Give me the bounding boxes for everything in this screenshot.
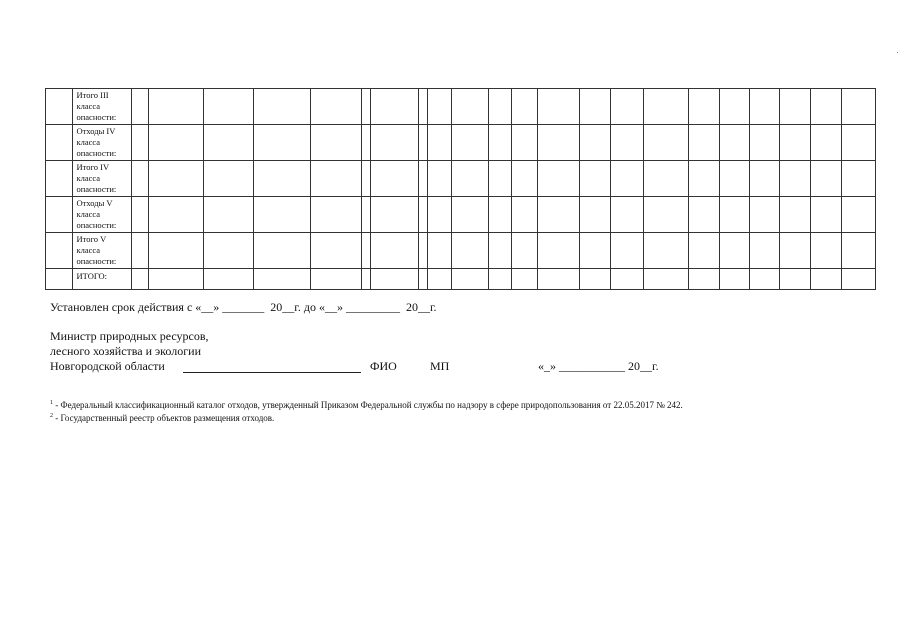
- table-cell: [579, 197, 610, 233]
- table-cell: [779, 269, 811, 290]
- table-cell: [370, 125, 419, 161]
- table-cell: [779, 197, 811, 233]
- fio-label: ФИО: [370, 359, 397, 373]
- table-cell: [46, 125, 73, 161]
- table-cell: [148, 89, 203, 125]
- table-cell: [419, 161, 427, 197]
- table-cell: [370, 269, 419, 290]
- table-cell: [537, 125, 579, 161]
- table-cell: [811, 125, 842, 161]
- table-cell: [488, 269, 511, 290]
- table-cell: [427, 161, 451, 197]
- table-cell: [720, 233, 750, 269]
- table-cell: [362, 197, 370, 233]
- table-cell: [362, 161, 370, 197]
- row-label: Отходы V класса опасности:: [73, 197, 131, 233]
- table-cell: [131, 161, 148, 197]
- table-cell: [750, 269, 780, 290]
- table-cell: [750, 161, 780, 197]
- table-cell: [362, 89, 370, 125]
- minister-title-line-2: лесного хозяйства и экологии: [50, 344, 202, 358]
- table-cell: [427, 125, 451, 161]
- table-cell: [451, 233, 488, 269]
- table-cell: [203, 197, 254, 233]
- scan-speck: [897, 52, 898, 53]
- table-cell: [688, 233, 720, 269]
- row-label: Итого V класса опасности:: [73, 233, 131, 269]
- table-cell: [842, 269, 876, 290]
- table-cell: [842, 125, 876, 161]
- table-cell: [688, 197, 720, 233]
- table-cell: [512, 161, 537, 197]
- table-cell: [131, 197, 148, 233]
- row-label: ИТОГО:: [73, 269, 131, 290]
- table-cell: [254, 269, 311, 290]
- row-label: Итого IV класса опасности:: [73, 161, 131, 197]
- table-cell: [46, 89, 73, 125]
- table-cell: [488, 197, 511, 233]
- table-cell: [203, 233, 254, 269]
- table-cell: [688, 269, 720, 290]
- table-cell: [370, 161, 419, 197]
- table-cell: [579, 233, 610, 269]
- table-cell: [203, 89, 254, 125]
- table-cell: [362, 269, 370, 290]
- table-cell: [720, 161, 750, 197]
- table-cell: [811, 233, 842, 269]
- table-cell: [46, 161, 73, 197]
- table-row: [46, 89, 876, 125]
- table-cell: [842, 161, 876, 197]
- table-cell: [419, 269, 427, 290]
- table-cell: [512, 233, 537, 269]
- table-cell: [311, 233, 362, 269]
- table-cell: [610, 125, 644, 161]
- table-cell: [811, 89, 842, 125]
- table-cell: [254, 161, 311, 197]
- table-cell: [720, 125, 750, 161]
- table-cell: [811, 269, 842, 290]
- footnote-1-text: - Федеральный классификационный каталог отходов, утвержденный Приказом Федеральной службы по надзору в сфере природопользования от 22.05.2017 № 242.: [53, 400, 683, 410]
- table-cell: [419, 233, 427, 269]
- table-row: [46, 161, 876, 197]
- table-cell: [419, 89, 427, 125]
- signature-line: [183, 372, 361, 373]
- table-row: [46, 233, 876, 269]
- table-cell: [720, 269, 750, 290]
- table-cell: [779, 89, 811, 125]
- table-cell: [537, 161, 579, 197]
- table-cell: [46, 269, 73, 290]
- table-cell: [311, 125, 362, 161]
- table-cell: [370, 233, 419, 269]
- table-cell: [311, 161, 362, 197]
- table-cell: [427, 269, 451, 290]
- table-cell: [537, 197, 579, 233]
- table-cell: [451, 89, 488, 125]
- table-cell: [720, 89, 750, 125]
- table-cell: [644, 269, 688, 290]
- table-cell: [311, 269, 362, 290]
- table-row: [46, 269, 876, 290]
- table-cell: [451, 161, 488, 197]
- table-cell: [610, 89, 644, 125]
- table-cell: [579, 89, 610, 125]
- table-cell: [148, 125, 203, 161]
- table-cell: [46, 197, 73, 233]
- table-cell: [427, 233, 451, 269]
- table-cell: [148, 233, 203, 269]
- table-cell: [750, 233, 780, 269]
- table-cell: [579, 269, 610, 290]
- table-cell: [131, 125, 148, 161]
- table-cell: [419, 197, 427, 233]
- table-row: [46, 125, 876, 161]
- table-cell: [254, 89, 311, 125]
- table-cell: [488, 161, 511, 197]
- table-cell: [362, 233, 370, 269]
- waste-table: [45, 88, 876, 290]
- minister-title-line-3: Новгородской области: [50, 359, 165, 373]
- table-cell: [427, 197, 451, 233]
- table-cell: [203, 161, 254, 197]
- table-cell: [750, 197, 780, 233]
- stamp-label: МП: [430, 359, 450, 373]
- table-cell: [610, 233, 644, 269]
- footnote-2-text: - Государственный реестр объектов размещения отходов.: [53, 413, 275, 423]
- table-cell: [131, 89, 148, 125]
- table-cell: [46, 233, 73, 269]
- table-cell: [579, 161, 610, 197]
- table-cell: [779, 233, 811, 269]
- table-cell: [311, 89, 362, 125]
- table-cell: [512, 89, 537, 125]
- table-cell: [537, 89, 579, 125]
- table-cell: [688, 125, 720, 161]
- table-cell: [512, 269, 537, 290]
- table-cell: [688, 161, 720, 197]
- table-cell: [131, 269, 148, 290]
- table-cell: [203, 269, 254, 290]
- table-cell: [644, 161, 688, 197]
- table-cell: [512, 197, 537, 233]
- table-cell: [644, 233, 688, 269]
- table-cell: [610, 197, 644, 233]
- minister-title-line-1: Министр природных ресурсов,: [50, 329, 209, 343]
- table-cell: [644, 89, 688, 125]
- table-cell: [254, 197, 311, 233]
- footnote-1: [50, 400, 683, 410]
- table-cell: [842, 89, 876, 125]
- table-cell: [254, 125, 311, 161]
- table-cell: [203, 125, 254, 161]
- table-cell: [148, 269, 203, 290]
- table-cell: [311, 197, 362, 233]
- row-label: Отходы IV класса опасности:: [73, 125, 131, 161]
- table-cell: [644, 125, 688, 161]
- table-cell: [610, 269, 644, 290]
- table-cell: [362, 125, 370, 161]
- footnote-1-marker: 1: [50, 400, 53, 406]
- table-cell: [419, 125, 427, 161]
- table-cell: [750, 89, 780, 125]
- table-cell: [451, 197, 488, 233]
- table-cell: [148, 161, 203, 197]
- table-cell: [254, 233, 311, 269]
- table-cell: [579, 125, 610, 161]
- signature-date: «_» ___________ 20__г.: [538, 359, 659, 373]
- table-cell: [512, 125, 537, 161]
- table-cell: [537, 233, 579, 269]
- table-cell: [610, 161, 644, 197]
- table-cell: [427, 89, 451, 125]
- row-label: Итого III класса опасности:: [73, 89, 131, 125]
- table-cell: [488, 125, 511, 161]
- table-cell: [537, 269, 579, 290]
- table-cell: [370, 89, 419, 125]
- table-cell: [451, 125, 488, 161]
- table-cell: [779, 125, 811, 161]
- footnote-2-marker: 2: [50, 413, 53, 419]
- table-cell: [451, 269, 488, 290]
- table-cell: [488, 233, 511, 269]
- table-cell: [779, 161, 811, 197]
- table-cell: [370, 197, 419, 233]
- table-cell: [842, 233, 876, 269]
- table-row: [46, 197, 876, 233]
- footnote-2: [50, 413, 274, 423]
- table-cell: [750, 125, 780, 161]
- table-cell: [148, 197, 203, 233]
- table-cell: [644, 197, 688, 233]
- table-cell: [811, 161, 842, 197]
- table-cell: [842, 197, 876, 233]
- table-cell: [131, 233, 148, 269]
- validity-period-line: Установлен срок действия с «__» _______ 20__г. до «__» _________ 20__г.: [50, 300, 437, 314]
- table-cell: [488, 89, 511, 125]
- table-cell: [811, 197, 842, 233]
- table-cell: [720, 197, 750, 233]
- table-cell: [688, 89, 720, 125]
